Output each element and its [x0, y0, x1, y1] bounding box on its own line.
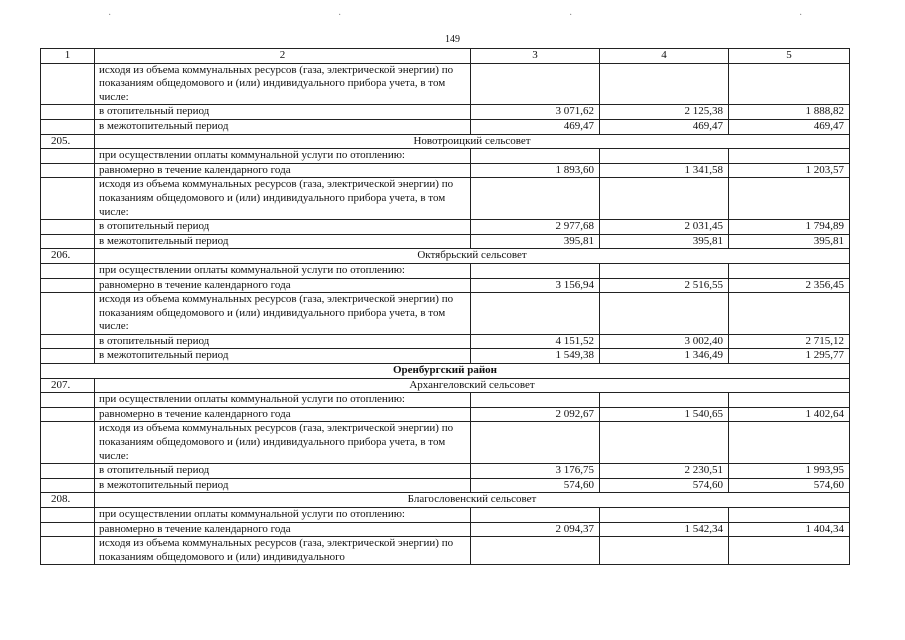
- scan-marks: [0, 10, 905, 20]
- table-row: [41, 378, 850, 393]
- value-col-5: 2 356,45: [729, 278, 850, 293]
- value-col-4: [600, 393, 729, 408]
- value-col-5: [729, 508, 850, 523]
- table-row: [41, 393, 850, 408]
- value-col-3: 2 977,68: [471, 220, 600, 235]
- value-col-3: 2 092,67: [471, 407, 600, 422]
- table-row: [41, 364, 850, 379]
- value-col-3: 395,81: [471, 234, 600, 249]
- header-row: [41, 49, 850, 64]
- value-col-3: [471, 63, 600, 105]
- row-description: равномерно в течение календарного года: [95, 522, 471, 537]
- header-cell: 5: [729, 49, 850, 64]
- table-body: [41, 49, 850, 565]
- row-number: 205.: [41, 134, 95, 149]
- value-col-3: 469,47: [471, 119, 600, 134]
- header-cell: 4: [600, 49, 729, 64]
- scan-dot: ·: [569, 10, 573, 21]
- value-col-4: 1 346,49: [600, 349, 729, 364]
- value-col-4: 2 031,45: [600, 220, 729, 235]
- value-col-4: 1 540,65: [600, 407, 729, 422]
- value-col-4: [600, 178, 729, 220]
- row-number: [41, 278, 95, 293]
- value-col-3: [471, 537, 600, 565]
- row-description: равномерно в течение календарного года: [95, 278, 471, 293]
- value-col-5: [729, 393, 850, 408]
- row-description: в межотопительный период: [95, 349, 471, 364]
- table-row: [41, 134, 850, 149]
- value-col-5: 395,81: [729, 234, 850, 249]
- value-col-3: [471, 149, 600, 164]
- row-number: [41, 407, 95, 422]
- table-row: [41, 249, 850, 264]
- section-title: Новотроицкий сельсовет: [95, 134, 850, 149]
- value-col-4: [600, 63, 729, 105]
- value-col-4: 1 542,34: [600, 522, 729, 537]
- value-col-3: [471, 393, 600, 408]
- row-number: [41, 393, 95, 408]
- value-col-4: [600, 149, 729, 164]
- value-col-4: 574,60: [600, 478, 729, 493]
- value-col-5: [729, 149, 850, 164]
- scan-dot: ·: [338, 10, 342, 21]
- table-row: [41, 537, 850, 565]
- row-description: в отопительный период: [95, 464, 471, 479]
- value-col-5: 1 888,82: [729, 105, 850, 120]
- value-col-4: 469,47: [600, 119, 729, 134]
- section-title: Архангеловский сельсовет: [95, 378, 850, 393]
- value-col-5: [729, 263, 850, 278]
- row-number: [41, 422, 95, 464]
- table-row: [41, 220, 850, 235]
- row-number: [41, 63, 95, 105]
- table-row: [41, 263, 850, 278]
- row-number: [41, 522, 95, 537]
- district-title: Оренбургский район: [41, 364, 850, 379]
- value-col-3: 3 176,75: [471, 464, 600, 479]
- value-col-4: 2 230,51: [600, 464, 729, 479]
- row-description: исходя из объема коммунальных ресурсов (газа, электрической энергии) по показаниям общедомового и (или) индивидуального прибора учета, в том числе:: [95, 422, 471, 464]
- table-row: [41, 293, 850, 335]
- row-number: [41, 349, 95, 364]
- value-col-5: [729, 293, 850, 335]
- table-row: [41, 163, 850, 178]
- value-col-5: 1 402,64: [729, 407, 850, 422]
- row-description: в отопительный период: [95, 220, 471, 235]
- value-col-5: 574,60: [729, 478, 850, 493]
- value-col-3: 1 893,60: [471, 163, 600, 178]
- value-col-5: [729, 422, 850, 464]
- value-col-3: [471, 422, 600, 464]
- scan-dot: ·: [799, 10, 803, 21]
- value-col-4: [600, 293, 729, 335]
- value-col-3: [471, 293, 600, 335]
- value-col-4: [600, 508, 729, 523]
- row-description: исходя из объема коммунальных ресурсов (газа, электрической энергии) по показаниям общедомового и (или) индивидуального прибора учета, в том числе:: [95, 293, 471, 335]
- value-col-4: 3 002,40: [600, 334, 729, 349]
- table-row: [41, 63, 850, 105]
- value-col-5: 2 715,12: [729, 334, 850, 349]
- row-description: равномерно в течение календарного года: [95, 163, 471, 178]
- row-number: [41, 163, 95, 178]
- row-number: [41, 220, 95, 235]
- value-col-3: 2 094,37: [471, 522, 600, 537]
- table-row: [41, 508, 850, 523]
- row-description: в отопительный период: [95, 334, 471, 349]
- value-col-3: 3 071,62: [471, 105, 600, 120]
- header-cell: 1: [41, 49, 95, 64]
- value-col-5: 1 993,95: [729, 464, 850, 479]
- table-row: [41, 407, 850, 422]
- value-col-5: [729, 63, 850, 105]
- table-row: [41, 478, 850, 493]
- row-description: в межотопительный период: [95, 478, 471, 493]
- table-row: [41, 493, 850, 508]
- row-number: [41, 119, 95, 134]
- row-number: [41, 293, 95, 335]
- table-row: [41, 234, 850, 249]
- table-row: [41, 149, 850, 164]
- value-col-4: [600, 263, 729, 278]
- row-description: в межотопительный период: [95, 119, 471, 134]
- value-col-5: 1 203,57: [729, 163, 850, 178]
- row-number: [41, 334, 95, 349]
- table-row: [41, 522, 850, 537]
- row-number: [41, 508, 95, 523]
- value-col-3: 574,60: [471, 478, 600, 493]
- row-number: [41, 149, 95, 164]
- page-number: 149: [445, 34, 460, 45]
- value-col-3: 1 549,38: [471, 349, 600, 364]
- row-number: [41, 537, 95, 565]
- row-description: исходя из объема коммунальных ресурсов (газа, электрической энергии) по показаниям общедомового и (или) индивидуального прибора учета, в том числе:: [95, 63, 471, 105]
- row-number: 206.: [41, 249, 95, 264]
- row-number: [41, 263, 95, 278]
- value-col-4: 395,81: [600, 234, 729, 249]
- row-description: исходя из объема коммунальных ресурсов (газа, электрической энергии) по показаниям общедомового и (или) индивидуального прибора учета, в том числе:: [95, 178, 471, 220]
- value-col-5: 1 295,77: [729, 349, 850, 364]
- value-col-3: [471, 178, 600, 220]
- value-col-3: 4 151,52: [471, 334, 600, 349]
- section-title: Благословенский сельсовет: [95, 493, 850, 508]
- table-row: [41, 334, 850, 349]
- header-cell: 2: [95, 49, 471, 64]
- value-col-5: [729, 178, 850, 220]
- row-number: 207.: [41, 378, 95, 393]
- row-description: в отопительный период: [95, 105, 471, 120]
- value-col-3: [471, 263, 600, 278]
- value-col-4: 2 125,38: [600, 105, 729, 120]
- value-col-3: 3 156,94: [471, 278, 600, 293]
- value-col-5: 1 404,34: [729, 522, 850, 537]
- row-description: при осуществлении оплаты коммунальной услуги по отоплению:: [95, 263, 471, 278]
- row-number: [41, 105, 95, 120]
- row-description: при осуществлении оплаты коммунальной услуги по отоплению:: [95, 393, 471, 408]
- row-description: исходя из объема коммунальных ресурсов (газа, электрической энергии) по показаниям общедомового и (или) индивидуального: [95, 537, 471, 565]
- row-description: при осуществлении оплаты коммунальной услуги по отоплению:: [95, 149, 471, 164]
- section-title: Октябрьский сельсовет: [95, 249, 850, 264]
- value-col-4: [600, 537, 729, 565]
- value-col-5: 469,47: [729, 119, 850, 134]
- table-row: [41, 105, 850, 120]
- value-col-5: 1 794,89: [729, 220, 850, 235]
- table-row: [41, 464, 850, 479]
- tariff-table: [40, 48, 850, 565]
- table-row: [41, 278, 850, 293]
- value-col-3: [471, 508, 600, 523]
- row-description: при осуществлении оплаты коммунальной услуги по отоплению:: [95, 508, 471, 523]
- row-number: 208.: [41, 493, 95, 508]
- value-col-4: [600, 422, 729, 464]
- value-col-4: 2 516,55: [600, 278, 729, 293]
- row-number: [41, 178, 95, 220]
- row-number: [41, 234, 95, 249]
- header-cell: 3: [471, 49, 600, 64]
- table-row: [41, 422, 850, 464]
- table-row: [41, 178, 850, 220]
- row-description: равномерно в течение календарного года: [95, 407, 471, 422]
- value-col-4: 1 341,58: [600, 163, 729, 178]
- row-number: [41, 478, 95, 493]
- row-description: в межотопительный период: [95, 234, 471, 249]
- scan-dot: ·: [108, 10, 112, 21]
- table-row: [41, 349, 850, 364]
- table-row: [41, 119, 850, 134]
- row-number: [41, 464, 95, 479]
- value-col-5: [729, 537, 850, 565]
